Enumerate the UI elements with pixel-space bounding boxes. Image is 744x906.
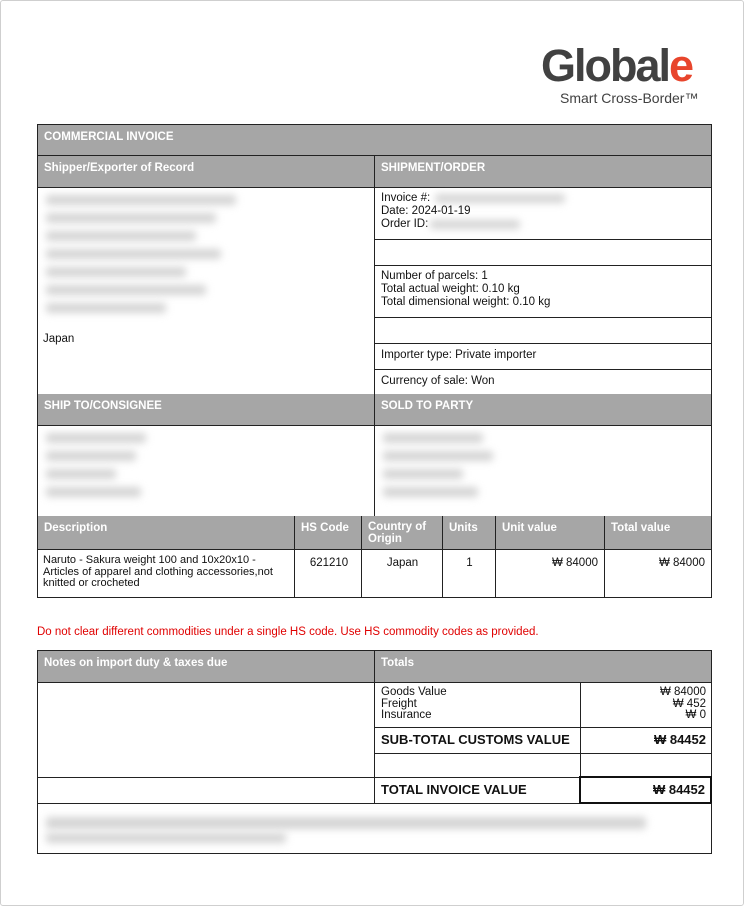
redacted-text <box>46 833 286 843</box>
item-description-line-2: Articles of apparel and clothing accessories,not <box>43 565 273 578</box>
redacted-text <box>46 249 221 259</box>
currency-of-sale: Currency of sale: Won <box>381 375 495 387</box>
subtotal-value-cell <box>580 727 712 754</box>
table-cell-hs-code <box>294 549 362 598</box>
total-value-box <box>579 776 712 804</box>
empty-cell <box>374 239 712 266</box>
empty-cell <box>374 317 712 344</box>
footer-block <box>37 803 712 854</box>
importer-type-cell <box>374 343 712 370</box>
total-invoice-value: ₩ 84452 <box>652 782 705 797</box>
redacted-text <box>46 195 236 205</box>
redacted-text <box>383 451 493 461</box>
globale-logo <box>541 41 721 111</box>
ship-to-header: SHIP TO/CONSIGNEE <box>37 394 375 426</box>
redacted-text <box>46 267 186 277</box>
totals-labels-cell <box>374 682 581 728</box>
notes-header: Notes on import duty & taxes due <box>37 650 375 683</box>
table-cell-units <box>442 549 496 598</box>
item-country: Japan <box>386 557 419 569</box>
insurance-value: ₩ 0 <box>685 709 706 721</box>
sold-to-address-block <box>374 425 712 517</box>
total-label-cell <box>374 777 581 804</box>
subtotal-label-cell <box>374 727 581 754</box>
dimensional-weight: Total dimensional weight: 0.10 kg <box>381 296 551 308</box>
invoice-info-cell <box>374 187 712 240</box>
redacted-text <box>46 817 646 829</box>
item-description-line-3: knitted or crocheted <box>43 577 140 589</box>
shipper-country: Japan <box>43 333 75 345</box>
totals-values-cell <box>580 682 712 728</box>
redacted-text <box>383 487 478 497</box>
actual-weight: Total actual weight: 0.10 kg <box>381 283 520 295</box>
hs-code-warning: Do not clear different commodities under a single HS code. Use HS commodity codes as provided. <box>37 626 539 638</box>
item-description-line-1: Naruto - Sakura weight 100 and 10x20x10 - <box>43 554 256 566</box>
table-row-description <box>37 549 295 598</box>
redacted-text <box>46 285 206 295</box>
table-cell-country <box>361 549 443 598</box>
col-header-country: Country of Origin <box>361 516 443 550</box>
col-header-hs-code: HS Code <box>294 516 362 550</box>
redacted-text <box>46 451 136 461</box>
insurance-label: Insurance <box>381 709 432 721</box>
invoice-number-label: Invoice #: <box>381 192 431 204</box>
notes-empty-row <box>37 777 375 804</box>
redacted-text <box>46 469 116 479</box>
parcel-info-cell <box>374 265 712 318</box>
freight-value: ₩ 452 <box>672 697 706 710</box>
invoice-title: COMMERCIAL INVOICE <box>37 124 712 156</box>
ship-to-address-block <box>37 425 375 517</box>
totals-header: Totals <box>374 650 712 683</box>
item-unit-value: ₩ 84000 <box>551 557 598 569</box>
invoice-date: Date: 2024-01-19 <box>381 205 471 217</box>
sold-to-header: SOLD TO PARTY <box>374 394 712 426</box>
shipper-header: Shipper/Exporter of Record <box>37 155 375 188</box>
redacted-text <box>435 194 565 203</box>
parcel-count: Number of parcels: 1 <box>381 270 488 282</box>
subtotal-label: SUB-TOTAL CUSTOMS VALUE <box>381 732 570 747</box>
col-header-unit-value: Unit value <box>495 516 605 550</box>
redacted-text <box>46 303 166 313</box>
logo-tagline: Smart Cross-Border™ <box>560 90 699 106</box>
shipper-address-block <box>37 187 375 395</box>
goods-value-label: Goods Value <box>381 686 447 698</box>
logo-wordmark: Globale <box>541 40 693 91</box>
redacted-text <box>383 469 463 479</box>
order-id-label: Order ID: <box>381 218 429 230</box>
freight-label: Freight <box>381 697 417 710</box>
item-total-value: ₩ 84000 <box>658 557 705 569</box>
redacted-text <box>46 213 216 223</box>
empty-cell <box>374 753 581 778</box>
redacted-text <box>46 231 196 241</box>
total-invoice-label: TOTAL INVOICE VALUE <box>381 782 527 797</box>
redacted-text <box>430 220 520 229</box>
col-header-description: Description <box>37 516 295 550</box>
importer-type: Importer type: Private importer <box>381 349 537 361</box>
col-header-total-value: Total value <box>604 516 712 550</box>
table-cell-total-value <box>604 549 712 598</box>
shipment-header: SHIPMENT/ORDER <box>374 155 712 188</box>
table-cell-unit-value <box>495 549 605 598</box>
redacted-text <box>46 487 141 497</box>
goods-value: ₩ 84000 <box>659 686 706 698</box>
notes-body <box>37 682 375 778</box>
subtotal-value: ₩ 84452 <box>653 732 706 747</box>
currency-cell <box>374 369 712 395</box>
item-units: 1 <box>466 557 473 569</box>
item-hs-code: 621210 <box>309 557 349 569</box>
empty-cell <box>580 753 712 778</box>
redacted-text <box>46 433 146 443</box>
col-header-units: Units <box>442 516 496 550</box>
redacted-text <box>383 433 483 443</box>
